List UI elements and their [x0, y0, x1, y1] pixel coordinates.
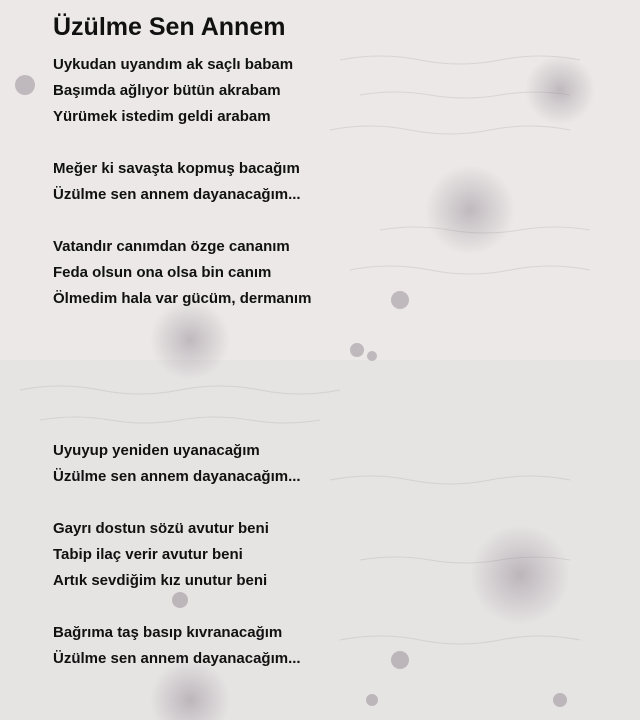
- poem-line: Gayrı dostun sözü avutur beni: [53, 520, 269, 537]
- poem-line: Üzülme sen annem dayanacağım...: [53, 650, 301, 667]
- poem-line: Feda olsun ona olsa bin canım: [53, 264, 272, 281]
- poem-line: Artık sevdiğim kız unutur beni: [53, 572, 268, 589]
- poem-line: Tabip ilaç verir avutur beni: [53, 546, 243, 563]
- poem-line: Üzülme sen annem dayanacağım...: [53, 186, 301, 203]
- poem-line: Vatandır canımdan özge cananım: [53, 238, 290, 255]
- poem-line: Başımda ağlıyor bütün akrabam: [53, 82, 281, 99]
- poem-line: Uykudan uyandım ak saçlı babam: [53, 56, 294, 73]
- poem-line: Bağrıma taş basıp kıvranacağım: [53, 624, 283, 641]
- poem-title: Üzülme Sen Annem: [53, 13, 286, 41]
- poem-line: Ölmedim hala var gücüm, dermanım: [53, 290, 312, 307]
- poem-line: Uyuyup yeniden uyanacağım: [53, 442, 260, 459]
- poem-line: Meğer ki savaşta kopmuş bacağım: [53, 160, 300, 177]
- poem-line: Yürümek istedim geldi arabam: [53, 108, 271, 125]
- poem-line: Üzülme sen annem dayanacağım...: [53, 468, 301, 485]
